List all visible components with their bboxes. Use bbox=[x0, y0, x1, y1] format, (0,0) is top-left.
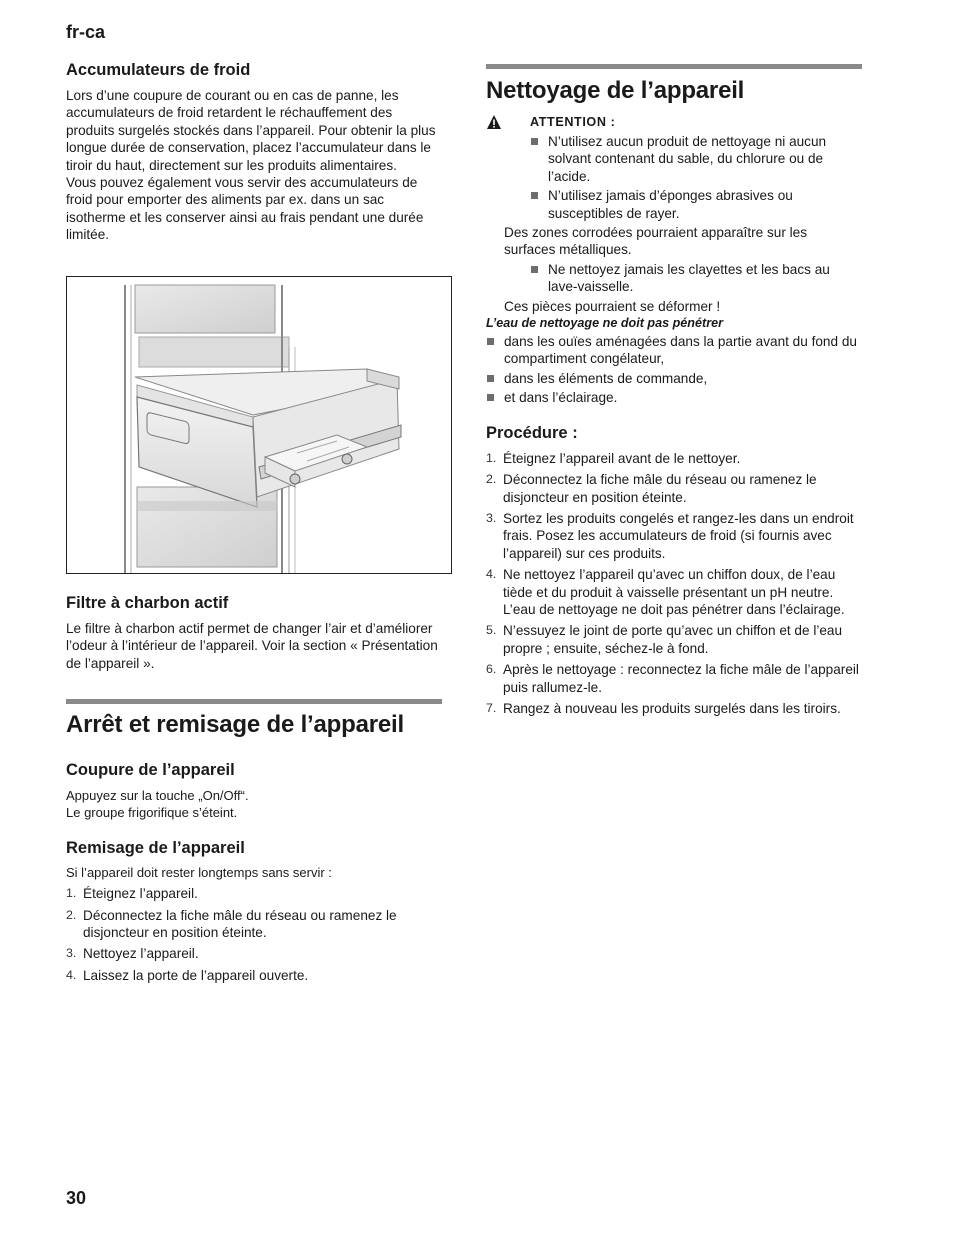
procedure-heading: Procédure : bbox=[486, 423, 578, 442]
procedure-steps bbox=[486, 450, 862, 718]
list-item: dans les éléments de commande, bbox=[486, 370, 862, 387]
list-item: 3. Sortez les produits congelés et rangez-les dans un endroit frais. Posez les accumulateurs de froid (si fournis avec l’appareil) sur ces produits. bbox=[486, 510, 854, 561]
attention-bullets bbox=[530, 133, 862, 222]
list-item: 4. Ne nettoyez l’appareil qu’avec un chiffon doux, de l’eau tiède et du produit à vaisselle présentant un pH neutre. L’eau de nettoyage ne doit pas pénétrer dans l’éclairage. bbox=[486, 567, 845, 617]
bullet-square bbox=[531, 138, 538, 145]
list-item: 5. N’essuyez le joint de porte qu’avec un chiffon et de l’eau propre ; ensuite, séchez-le à fond. bbox=[486, 623, 843, 656]
list-item: et dans l’éclairage. bbox=[486, 389, 862, 406]
filtre-section bbox=[66, 593, 442, 672]
section-rule bbox=[486, 64, 862, 69]
accumulateurs-paragraph-1: Lors d’une coupure de courant ou en cas de panne, les accumulateurs de froid retardent le réchauffement des produits surgelés stockés dans l’appareil. Pour obtenir la plus longue durée de conservation, placez l’accumulateur dans le tiroir du haut, directement sur les produits alimentaires. bbox=[66, 88, 436, 173]
nettoyage-heading: Nettoyage de l’appareil bbox=[486, 77, 745, 104]
water-subheading: L’eau de nettoyage ne doit pas pénétrer bbox=[486, 316, 723, 331]
remisage-heading: Remisage de l’appareil bbox=[66, 838, 245, 857]
bullet-square bbox=[531, 266, 538, 273]
list-item: 7. Rangez à nouveau les produits surgelés dans les tiroirs. bbox=[486, 700, 841, 716]
bullet-square bbox=[487, 375, 494, 382]
filtre-heading: Filtre à charbon actif bbox=[66, 594, 229, 612]
list-item: 1. Éteignez l’appareil. bbox=[66, 886, 198, 902]
list-item: N’utilisez jamais d’éponges abrasives ou susceptibles de rayer. bbox=[530, 187, 862, 222]
water-bullets bbox=[486, 333, 862, 407]
bullet-square bbox=[487, 394, 494, 401]
coupure-heading: Coupure de l’appareil bbox=[66, 761, 235, 779]
list-item: 6. Après le nettoyage : reconnectez la fiche mâle de l’appareil puis rallumez-le. bbox=[486, 662, 859, 695]
section-rule bbox=[66, 699, 442, 704]
list-item: 1. Éteignez l’appareil avant de le nettoyer. bbox=[486, 450, 741, 466]
attention-block bbox=[486, 114, 862, 721]
bullet-square bbox=[531, 192, 538, 199]
bullet-square bbox=[487, 338, 494, 345]
remisage-intro: Si l’appareil doit rester longtemps sans servir : bbox=[66, 864, 332, 880]
list-item: dans les ouïes aménagées dans la partie avant du fond du compartiment congélateur, bbox=[486, 333, 862, 368]
deform-note: Ces pièces pourraient se déformer ! bbox=[504, 298, 721, 314]
corrosion-note: Des zones corrodées pourraient apparaître sur les surfaces métalliques. bbox=[504, 225, 807, 258]
list-item: N’utilisez aucun produit de nettoyage ni aucun solvant contenant du sable, du chlorure ou de l’acide. bbox=[530, 133, 862, 185]
freezer-drawer-figure bbox=[66, 276, 452, 574]
page-number: 30 bbox=[66, 1188, 87, 1208]
list-item: 2. Déconnectez la fiche mâle du réseau ou ramenez le disjoncteur en position éteinte. bbox=[66, 907, 397, 941]
list-item: 3. Nettoyez l’appareil. bbox=[66, 946, 199, 962]
attention-label: ATTENTION : bbox=[530, 115, 616, 129]
language-code: fr-ca bbox=[66, 22, 106, 42]
list-item: 4. Laissez la porte de l’appareil ouverte. bbox=[66, 967, 309, 983]
accumulateurs-heading: Accumulateurs de froid bbox=[66, 61, 251, 79]
arret-heading: Arrêt et remisage de l’appareil bbox=[66, 711, 404, 738]
list-item: 2. Déconnectez la fiche mâle du réseau ou ramenez le disjoncteur en position éteinte. bbox=[486, 472, 817, 505]
warning-triangle-icon bbox=[486, 114, 502, 130]
accumulateurs-paragraph-2: Vous pouvez également vous servir des accumulateurs de froid pour emporter des aliments par ex. dans un sac isotherme et les conserver ainsi au frais pendant une durée limitée. bbox=[66, 175, 424, 243]
arret-section bbox=[66, 699, 442, 988]
remisage-steps bbox=[66, 885, 442, 984]
list-item: Ne nettoyez jamais les clayettes et les bacs au lave-vaisselle. bbox=[530, 261, 862, 296]
coupure-line-1: Appuyez sur la touche „On/Off“. bbox=[66, 788, 249, 803]
coupure-line-2: Le groupe frigorifique s’éteint. bbox=[66, 805, 238, 821]
filtre-paragraph: Le filtre à charbon actif permet de changer l’air et d’améliorer l’odeur à l’intérieur de l’appareil. Voir la section « Présentation de l’appareil ». bbox=[66, 621, 438, 671]
accumulateurs-section bbox=[66, 60, 442, 244]
freezer-drawer-illustration bbox=[67, 277, 451, 573]
attention-bullets-2 bbox=[530, 261, 862, 296]
nettoyage-section bbox=[486, 64, 862, 105]
